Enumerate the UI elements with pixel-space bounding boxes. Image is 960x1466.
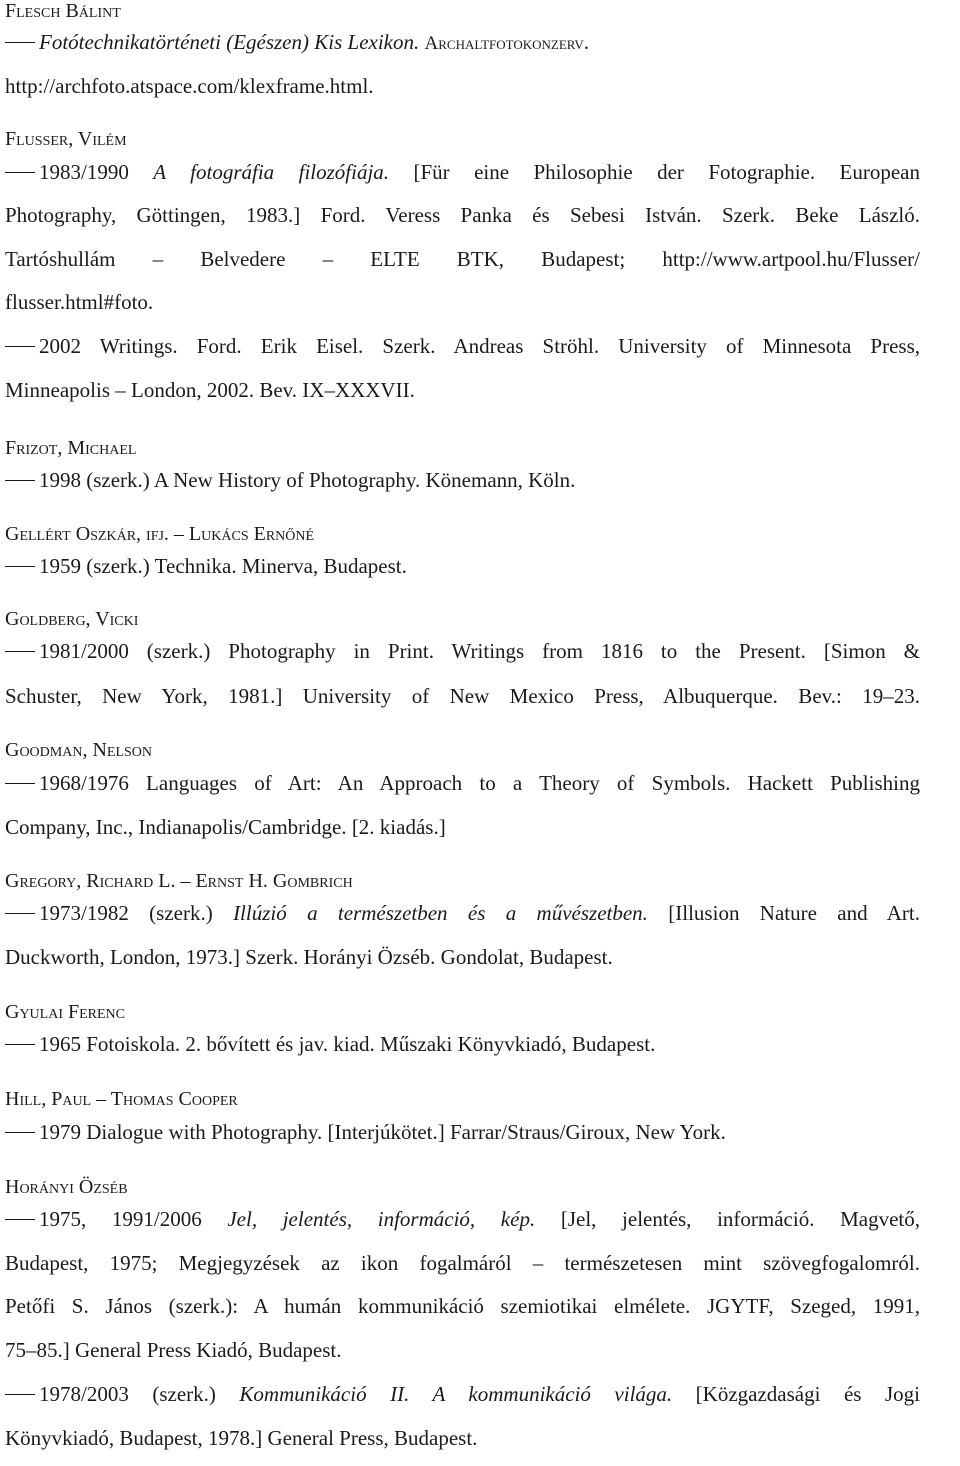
entry-text: Tartóshullám – Belvedere – ELTE BTK, Budapest; http://www.artpool.hu/Flusser/ [5, 247, 920, 271]
bibliography-entry-continuation [5, 1250, 920, 1276]
entry-text: Budapest, 1975; Megjegyzések az ikon fogalmáról – természetesen mint szövegfogalomról. [5, 1251, 920, 1275]
bibliography-entry-start [5, 638, 920, 664]
entry-text: Photography, Göttingen, 1983.] Ford. Veress Panka és Sebesi István. Szerk. Beke László. [5, 203, 920, 227]
entry-text: 1978/2003 (szerk.) [39, 1382, 240, 1406]
entry-text: Petőfi S. János (szerk.): A humán kommunikáció szemiotikai elmélete. JGYTF, Szeged, 1991, [5, 1294, 920, 1318]
bibliography-entry-continuation [5, 1293, 920, 1319]
bibliography-entry-start [5, 333, 920, 359]
ditto-dash [5, 1219, 35, 1220]
bibliography-entry-continuation [5, 944, 613, 970]
entry-text: [Jel, jelentés, információ. Magvető, [535, 1207, 920, 1231]
author-heading [5, 867, 353, 893]
entry-text: Schuster, New York, 1981.] University of New Mexico Press, Albuquerque. Bev.: 19–23. [5, 684, 920, 708]
ditto-dash [5, 480, 35, 481]
entry-text: 75–85.] General Press Kiadó, Budapest. [5, 1338, 342, 1362]
author-name: Hill, Paul – Thomas Cooper [5, 1088, 238, 1110]
entry-text: 1975, 1991/2006 [39, 1207, 228, 1231]
bibliography-entry-start [5, 467, 575, 493]
bibliography-entry-continuation [5, 202, 920, 228]
work-title: A fotográfia filozófiája. [153, 160, 390, 184]
entry-text: http://archfoto.atspace.com/klexframe.html. [5, 74, 374, 98]
entry-text: Archaltfotokonzerv [424, 33, 584, 54]
author-name: Goodman, Nelson [5, 739, 152, 761]
entry-text: 1998 (szerk.) A New History of Photography. Könemann, Köln. [39, 468, 576, 492]
author-name: Goldberg, Vicki [5, 608, 139, 630]
entry-text: 1973/1982 (szerk.) [39, 901, 234, 925]
entry-text: flusser.html#foto. [5, 290, 154, 314]
bibliography-entry-continuation [5, 683, 920, 709]
entry-text: 2002 Writings. Ford. Erik Eisel. Szerk. Andreas Ströhl. University of Minnesota Press, [39, 334, 920, 358]
author-heading [5, 736, 152, 762]
entry-text: 1959 (szerk.) Technika. Minerva, Budapest. [39, 554, 407, 578]
bibliography-entry-continuation [5, 289, 153, 315]
bibliography-entry-start [5, 1119, 726, 1145]
bibliography-entry-start [5, 159, 920, 185]
author-name: Horányi Özséb [5, 1176, 128, 1198]
work-title: Fotótechnikatörténeti (Egészen) Kis Lexikon. [39, 30, 420, 54]
bibliography-entry-start [5, 553, 407, 579]
bibliography-entry-start [5, 1206, 920, 1232]
author-heading [5, 520, 314, 546]
ditto-dash [5, 1132, 35, 1133]
author-name: Gellért Oszkár, ifj. – Lukács Ernőné [5, 523, 315, 545]
author-heading [5, 1085, 238, 1111]
bibliography-entry-continuation [5, 377, 415, 403]
author-name: Frizot, Michael [5, 437, 137, 459]
entry-text: Duckworth, London, 1973.] Szerk. Horányi Özséb. Gondolat, Budapest. [5, 945, 613, 969]
author-name: Gyulai Ferenc [5, 1001, 126, 1023]
bibliography-entry-start [5, 770, 920, 796]
entry-text: [Für eine Philosophie der Fotographie. European [389, 160, 920, 184]
ditto-dash [5, 172, 35, 173]
ditto-dash [5, 346, 35, 347]
bibliography-entry-start [5, 29, 589, 55]
author-heading [5, 605, 138, 631]
author-heading [5, 125, 127, 151]
work-title: Illúzió a természetben és a művészetben. [233, 901, 648, 925]
entry-text: 1965 Fotoiskola. 2. bővített és jav. kiad. Műszaki Könyvkiadó, Budapest. [39, 1032, 656, 1056]
entry-text: 1981/2000 (szerk.) Photography in Print. Writings from 1816 to the Present. [Simon & [39, 639, 920, 663]
bibliography-entry-start [5, 1381, 920, 1407]
ditto-dash [5, 783, 35, 784]
work-title: Kommunikáció II. A kommunikáció világa. [239, 1382, 673, 1406]
entry-text: 1983/1990 [39, 160, 154, 184]
entry-text: Könyvkiadó, Budapest, 1978.] General Press, Budapest. [5, 1426, 478, 1450]
bibliography-entry-continuation [5, 246, 920, 272]
entry-text: 1968/1976 Languages of Art: An Approach to a Theory of Symbols. Hackett Publishing [39, 771, 920, 795]
author-heading [5, 1173, 128, 1199]
bibliography-entry-continuation [5, 814, 446, 840]
entry-text: [Illusion Nature and Art. [647, 901, 920, 925]
bibliography-entry-continuation [5, 1425, 477, 1451]
entry-text: [Közgazdasági és Jogi [672, 1382, 920, 1406]
ditto-dash [5, 42, 35, 43]
entry-text: . [583, 30, 590, 54]
author-name: Gregory, Richard L. – Ernst H. Gombrich [5, 870, 353, 892]
author-name: Flesch Bálint [5, 0, 121, 22]
entry-text: 1979 Dialogue with Photography. [Interjúkötet.] Farrar/Straus/Giroux, New York. [39, 1120, 726, 1144]
bibliography-entry-start [5, 1031, 655, 1057]
entry-text: Minneapolis – London, 2002. Bev. IX–XXXVII. [5, 378, 415, 402]
work-title: Jel, jelentés, információ, kép. [227, 1207, 536, 1231]
bibliography-entry-continuation [5, 1337, 342, 1363]
author-heading [5, 434, 136, 460]
ditto-dash [5, 566, 35, 567]
bibliography-entry-continuation [5, 73, 374, 99]
author-heading [5, 998, 125, 1024]
author-heading [5, 0, 121, 23]
ditto-dash [5, 1044, 35, 1045]
ditto-dash [5, 651, 35, 652]
ditto-dash [5, 913, 35, 914]
author-name: Flusser, Vilém [5, 128, 127, 150]
bibliography-entry-start [5, 900, 920, 926]
entry-text: Company, Inc., Indianapolis/Cambridge. [2. kiadás.] [5, 815, 446, 839]
ditto-dash [5, 1394, 35, 1395]
